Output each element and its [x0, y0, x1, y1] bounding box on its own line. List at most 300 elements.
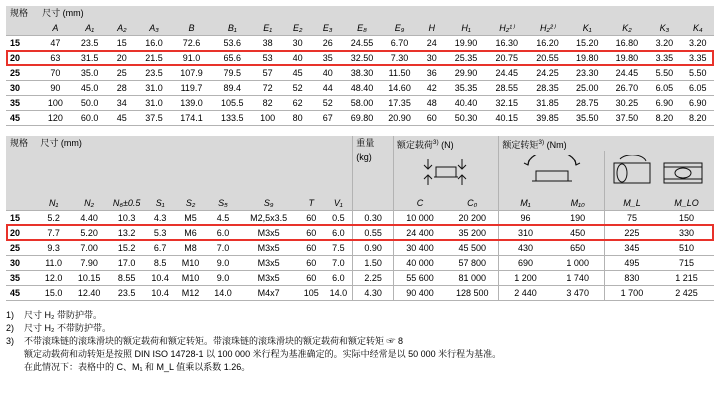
cell: 100	[253, 111, 283, 126]
dimensions-table-2	[6, 136, 714, 301]
table2-row0-size: 15	[6, 211, 36, 226]
table1-col-H: H	[418, 21, 446, 36]
table2-row2-size: 25	[6, 241, 36, 256]
cell: 63	[38, 51, 72, 66]
cell-load-c0: 81 000	[446, 271, 499, 286]
cell: 35.0	[72, 66, 106, 81]
cell: 20.55	[527, 51, 568, 66]
cell: 31.85	[527, 96, 568, 111]
footnote-2-num: 2)	[6, 323, 15, 333]
table2-col-MLO: M_LO	[659, 196, 714, 211]
cell-weight: 2.25	[353, 271, 394, 286]
cell: 139.0	[171, 96, 212, 111]
cell: 36	[418, 66, 446, 81]
table1-col-K3: K₃	[647, 21, 681, 36]
cell: 50.30	[446, 111, 487, 126]
table1-row0-size: 15	[6, 36, 38, 51]
table2-col-T: T	[298, 196, 324, 211]
table1-blank-header	[6, 21, 38, 36]
cell: 9.0	[207, 271, 239, 286]
cell: 14.0	[207, 286, 239, 301]
cell: 7.5	[324, 241, 352, 256]
table2-col-C: C	[393, 196, 446, 211]
cell-torque-ml: 1 700	[604, 286, 659, 301]
cell-weight: 0.55	[353, 226, 394, 241]
cell: 6.05	[682, 81, 714, 96]
cell: 6.7	[146, 241, 174, 256]
cell-load-c: 24 400	[393, 226, 446, 241]
cell: 15.0	[36, 286, 70, 301]
cell: M2,5x3.5	[239, 211, 298, 226]
cell-torque-mt0: 1 740	[552, 271, 605, 286]
cell: 7.0	[207, 241, 239, 256]
table2-column-header-row	[6, 196, 714, 211]
cell: 31.5	[72, 51, 106, 66]
cell: 26	[313, 36, 343, 51]
footnote-2-text: 尺寸 H₂ 不带防护带。	[24, 323, 111, 333]
footnote-1-num: 1)	[6, 310, 15, 320]
cell: 6.90	[647, 96, 681, 111]
cell: 19.90	[446, 36, 487, 51]
cell-load-c0: 57 800	[446, 256, 499, 271]
cell: 45	[107, 111, 137, 126]
table1-col-A3: A₃	[137, 21, 171, 36]
footnote-3-text: 不带滚珠链的滚珠滑块的额定载荷和额定转矩。带滚珠链的滚珠滑块的额定载荷和额定转矩 ☞ 8	[24, 336, 404, 346]
table-row	[6, 256, 714, 271]
cell: 24.25	[527, 66, 568, 81]
cell-torque-mlo: 510	[659, 241, 714, 256]
cell: 11.50	[381, 66, 417, 81]
cell: 40	[283, 51, 313, 66]
cell: 24.55	[343, 36, 382, 51]
cell: 38	[253, 36, 283, 51]
table1-row1-size: 20	[6, 51, 38, 66]
cell: 40.15	[486, 111, 527, 126]
cell: 70	[38, 66, 72, 81]
cell: 60	[418, 111, 446, 126]
cell-weight: 1.50	[353, 256, 394, 271]
cell: 79.5	[212, 66, 253, 81]
cell-torque-mt: 96	[499, 211, 552, 226]
table-2-wrapper	[6, 136, 714, 301]
table1-group-header-row	[6, 6, 714, 21]
cell: M12	[174, 286, 206, 301]
cell-torque-mt: 690	[499, 256, 552, 271]
cell-load-c: 90 400	[393, 286, 446, 301]
table1-col-A: A	[38, 21, 72, 36]
cell-load-c: 10 000	[393, 211, 446, 226]
cell-torque-mt0: 190	[552, 211, 605, 226]
cell: 24	[418, 36, 446, 51]
cell: 28	[107, 81, 137, 96]
cell: 25.00	[568, 81, 607, 96]
cell: 40.40	[446, 96, 487, 111]
cell-torque-mt: 310	[499, 226, 552, 241]
table-1-wrapper	[6, 6, 714, 126]
cell: 60	[298, 271, 324, 286]
table2-torque-header: 额定转矩$^{3)}$ (Nm)	[499, 136, 714, 151]
cell: 6.70	[381, 36, 417, 51]
cell: 47	[38, 36, 72, 51]
table1-col-E3: E₃	[313, 21, 343, 36]
cell: 8.20	[682, 111, 714, 126]
cell: 23.5	[72, 36, 106, 51]
cell-torque-mt: 1 200	[499, 271, 552, 286]
cell: 120	[38, 111, 72, 126]
table1-row2-size: 25	[6, 66, 38, 81]
table-row	[6, 66, 714, 81]
table1-col-H1: H₁	[446, 21, 487, 36]
cell: 52	[283, 81, 313, 96]
table-row	[6, 226, 714, 241]
table1-size-header: 规格	[6, 6, 38, 21]
cell: 37.50	[607, 111, 648, 126]
cell-load-c0: 128 500	[446, 286, 499, 301]
table1-col-E9: E₉	[381, 21, 417, 36]
cell: 53.6	[212, 36, 253, 51]
table2-col-Mt: M₁	[499, 196, 552, 211]
cell: 23.5	[107, 286, 146, 301]
cell: 9.3	[36, 241, 70, 256]
table1-col-K2: K₂	[607, 21, 648, 36]
cell-torque-mlo: 150	[659, 211, 714, 226]
table1-row3-size: 30	[6, 81, 38, 96]
cell: 39.85	[527, 111, 568, 126]
footnote-1	[6, 309, 714, 322]
cell: M5	[174, 211, 206, 226]
cell: 3.35	[647, 51, 681, 66]
cell: 3.20	[647, 36, 681, 51]
cell: 60	[298, 226, 324, 241]
cell: 26.70	[607, 81, 648, 96]
table2-icon-blank2	[36, 151, 352, 196]
cell: 23.5	[137, 66, 171, 81]
cell: 67	[313, 111, 343, 126]
cell: 7.0	[324, 256, 352, 271]
table-row	[6, 81, 714, 96]
cell: 4.40	[71, 211, 108, 226]
cell: 100	[38, 96, 72, 111]
cell-load-c0: 45 500	[446, 241, 499, 256]
torque-ml-icon	[604, 151, 714, 196]
cell: 105	[298, 286, 324, 301]
cell-torque-mlo: 715	[659, 256, 714, 271]
cell-torque-mt: 430	[499, 241, 552, 256]
table2-col-V1: V₁	[324, 196, 352, 211]
table1-col-H2-2: H₂²⁾	[527, 21, 568, 36]
torque-block-svg	[506, 155, 598, 189]
cell: 6.05	[647, 81, 681, 96]
cell-weight: 0.90	[353, 241, 394, 256]
cell: 80	[283, 111, 313, 126]
cell: 42	[418, 81, 446, 96]
table-row	[6, 241, 714, 256]
table1-row5-size: 45	[6, 111, 38, 126]
cell: 21.5	[137, 51, 171, 66]
cell: 37.5	[137, 111, 171, 126]
table2-row5-size: 45	[6, 286, 36, 301]
cell-weight: 4.30	[353, 286, 394, 301]
table1-column-header-row	[6, 21, 714, 36]
cell: 14.60	[381, 81, 417, 96]
cell: 35.50	[568, 111, 607, 126]
cell: 31.0	[137, 81, 171, 96]
table2-col-N2: N₂	[71, 196, 108, 211]
cell: M6	[174, 226, 206, 241]
cell: 38.30	[343, 66, 382, 81]
load-arrows-svg	[400, 155, 492, 189]
cell: 4.3	[146, 211, 174, 226]
cell-torque-ml: 225	[604, 226, 659, 241]
cell: 45.0	[72, 81, 106, 96]
cell: 7.30	[381, 51, 417, 66]
cell: 3.35	[682, 51, 714, 66]
cell: 10.15	[71, 271, 108, 286]
cell: 50.0	[72, 96, 106, 111]
cell: 72.6	[171, 36, 212, 51]
table-row	[6, 36, 714, 51]
cell: 28.75	[568, 96, 607, 111]
cell: 10.3	[107, 211, 146, 226]
table2-col-ML: M_L	[604, 196, 659, 211]
cell: 119.7	[171, 81, 212, 96]
load-direction-icon	[393, 151, 498, 196]
cell: 72	[253, 81, 283, 96]
cell: 5.2	[36, 211, 70, 226]
footnote-3-line3: 在此情况下：表格中的 C、M₁ 和 M_L 值乘以系数 1.26。	[24, 362, 251, 372]
table2-icon-blank	[6, 151, 36, 196]
table2-col-S9: S₉	[239, 196, 298, 211]
table1-dim-header: 尺寸 (mm)	[38, 6, 714, 21]
cell: 107.9	[171, 66, 212, 81]
cell: 19.80	[568, 51, 607, 66]
cell: 5.3	[146, 226, 174, 241]
cell: 25.35	[446, 51, 487, 66]
cell: M10	[174, 256, 206, 271]
table1-col-B: B	[171, 21, 212, 36]
cell-weight: 0.30	[353, 211, 394, 226]
cell: 7.90	[71, 256, 108, 271]
table2-col-weight	[353, 196, 394, 211]
table1-col-A1: A₁	[72, 21, 106, 36]
cell: 16.20	[527, 36, 568, 51]
cell: 9.0	[207, 256, 239, 271]
cell: 14.0	[324, 286, 352, 301]
cell: 105.5	[212, 96, 253, 111]
cell: 89.4	[212, 81, 253, 96]
cell-torque-mt0: 450	[552, 226, 605, 241]
table2-col-S1: S₁	[146, 196, 174, 211]
cell: 16.0	[137, 36, 171, 51]
cell: 30	[418, 51, 446, 66]
cell-torque-mlo: 1 215	[659, 271, 714, 286]
cell-load-c0: 35 200	[446, 226, 499, 241]
table1-col-K1: K₁	[568, 21, 607, 36]
table1-col-E8: E₈	[343, 21, 382, 36]
cell: 19.80	[607, 51, 648, 66]
cell-torque-mt: 2 440	[499, 286, 552, 301]
cell: M10	[174, 271, 206, 286]
cell: 62	[283, 96, 313, 111]
cell: 28.35	[527, 81, 568, 96]
table1-col-A2: A₂	[107, 21, 137, 36]
table2-blank-header	[6, 196, 36, 211]
table2-weight-header: 重量	[353, 136, 394, 151]
table2-size-header: 规格	[6, 136, 36, 151]
footnotes	[6, 309, 714, 374]
table1-row4-size: 35	[6, 96, 38, 111]
cell: 60	[298, 256, 324, 271]
footnote-2	[6, 322, 714, 335]
cell: 60	[298, 211, 324, 226]
cell: 3.20	[682, 36, 714, 51]
table-row	[6, 211, 714, 226]
table1-col-E2: E₂	[283, 21, 313, 36]
cell: 31.0	[137, 96, 171, 111]
table2-col-N6: N₆±0.5	[107, 196, 146, 211]
table2-row3-size: 30	[6, 256, 36, 271]
cell: 65.6	[212, 51, 253, 66]
cell: 7.7	[36, 226, 70, 241]
cell: 29.90	[446, 66, 487, 81]
cell: 15	[107, 36, 137, 51]
cell: 6.0	[324, 271, 352, 286]
cell: 32.50	[343, 51, 382, 66]
table1-col-K4: K₄	[682, 21, 714, 36]
cell-torque-mt0: 3 470	[552, 286, 605, 301]
cell: 34	[107, 96, 137, 111]
table2-weight-unit: (kg)	[353, 151, 394, 196]
cell: 35.35	[446, 81, 487, 96]
cell: 30	[283, 36, 313, 51]
cell: 6.90	[682, 96, 714, 111]
cell: 40	[313, 66, 343, 81]
cell-torque-ml: 830	[604, 271, 659, 286]
cell: 10.4	[146, 286, 174, 301]
dimensions-table-1	[6, 6, 714, 126]
cell: 30.25	[607, 96, 648, 111]
cell: 52	[313, 96, 343, 111]
table2-row4-size: 35	[6, 271, 36, 286]
cell: 60.0	[72, 111, 106, 126]
cell: 44	[313, 81, 343, 96]
cell-load-c: 30 400	[393, 241, 446, 256]
cell: 58.00	[343, 96, 382, 111]
cell: 20	[107, 51, 137, 66]
cell: 28.55	[486, 81, 527, 96]
footnote-3	[6, 335, 714, 348]
cell: 6.0	[324, 226, 352, 241]
cell: 0.5	[324, 211, 352, 226]
cell: 32.15	[486, 96, 527, 111]
footnote-3-line2: 额定动载荷和动转矩是按照 DIN ISO 14728-1 以 100 000 米行程为基准确定的。实际中经常是以 50 000 米行程为基准。	[24, 349, 502, 359]
cell: 12.0	[36, 271, 70, 286]
table1-col-H2-1: H₂¹⁾	[486, 21, 527, 36]
cell: 5.20	[71, 226, 108, 241]
cell-torque-mlo: 330	[659, 226, 714, 241]
cell: 17.35	[381, 96, 417, 111]
table1-col-E1: E₁	[253, 21, 283, 36]
cell: 24.45	[607, 66, 648, 81]
cell: 10.4	[146, 271, 174, 286]
cell: 133.5	[212, 111, 253, 126]
cell: 20.90	[381, 111, 417, 126]
cell: M3x5	[239, 256, 298, 271]
cell-load-c0: 20 200	[446, 211, 499, 226]
cell-torque-ml: 495	[604, 256, 659, 271]
cell: 16.30	[486, 36, 527, 51]
cell: M4x7	[239, 286, 298, 301]
table2-col-C0: C₀	[446, 196, 499, 211]
cell-load-c: 55 600	[393, 271, 446, 286]
cell: 20.75	[486, 51, 527, 66]
cell: 15.20	[568, 36, 607, 51]
cell: 82	[253, 96, 283, 111]
cell: 7.00	[71, 241, 108, 256]
cell: 11.0	[36, 256, 70, 271]
cell: 53	[253, 51, 283, 66]
cell: 23.30	[568, 66, 607, 81]
cell: 5.50	[647, 66, 681, 81]
table2-col-N1: N₁	[36, 196, 70, 211]
footnote-1-text: 尺寸 H₂ 带防护带。	[24, 310, 102, 320]
table-row	[6, 271, 714, 286]
cell-load-c: 40 000	[393, 256, 446, 271]
table2-load-header: 额定载荷$^{3)}$ (N)	[393, 136, 498, 151]
cell: M3x5	[239, 226, 298, 241]
cell: 91.0	[171, 51, 212, 66]
cell: 48.40	[343, 81, 382, 96]
cell: 45	[283, 66, 313, 81]
cell: 8.55	[107, 271, 146, 286]
cell: 25	[107, 66, 137, 81]
table2-icon-row	[6, 151, 714, 196]
cell-torque-mt0: 650	[552, 241, 605, 256]
table2-col-Mt0: M₁₀	[552, 196, 605, 211]
cell: 8.5	[146, 256, 174, 271]
cell: 5.50	[682, 66, 714, 81]
cell: 24.45	[486, 66, 527, 81]
cell: 90	[38, 81, 72, 96]
cell: 17.0	[107, 256, 146, 271]
cell: M3x5	[239, 241, 298, 256]
table-row	[6, 51, 714, 66]
cell: 48	[418, 96, 446, 111]
table-row	[6, 286, 714, 301]
cell: 57	[253, 66, 283, 81]
cell: 4.5	[207, 211, 239, 226]
cell: 12.40	[71, 286, 108, 301]
cell: 15.2	[107, 241, 146, 256]
table2-col-S5: S₅	[207, 196, 239, 211]
cell-torque-mlo: 2 425	[659, 286, 714, 301]
table2-col-S2: S₂	[174, 196, 206, 211]
cell: M8	[174, 241, 206, 256]
cell-torque-mt0: 1 000	[552, 256, 605, 271]
table-row	[6, 96, 714, 111]
cell: M3x5	[239, 271, 298, 286]
cell: 8.20	[647, 111, 681, 126]
cell: 60	[298, 241, 324, 256]
cell: 6.0	[207, 226, 239, 241]
cell: 69.80	[343, 111, 382, 126]
cell: 174.1	[171, 111, 212, 126]
table2-row1-size: 20	[6, 226, 36, 241]
table2-group-header-row	[6, 136, 714, 151]
cell: 16.80	[607, 36, 648, 51]
table1-col-B1: B₁	[212, 21, 253, 36]
torque-m-icon	[499, 151, 604, 196]
